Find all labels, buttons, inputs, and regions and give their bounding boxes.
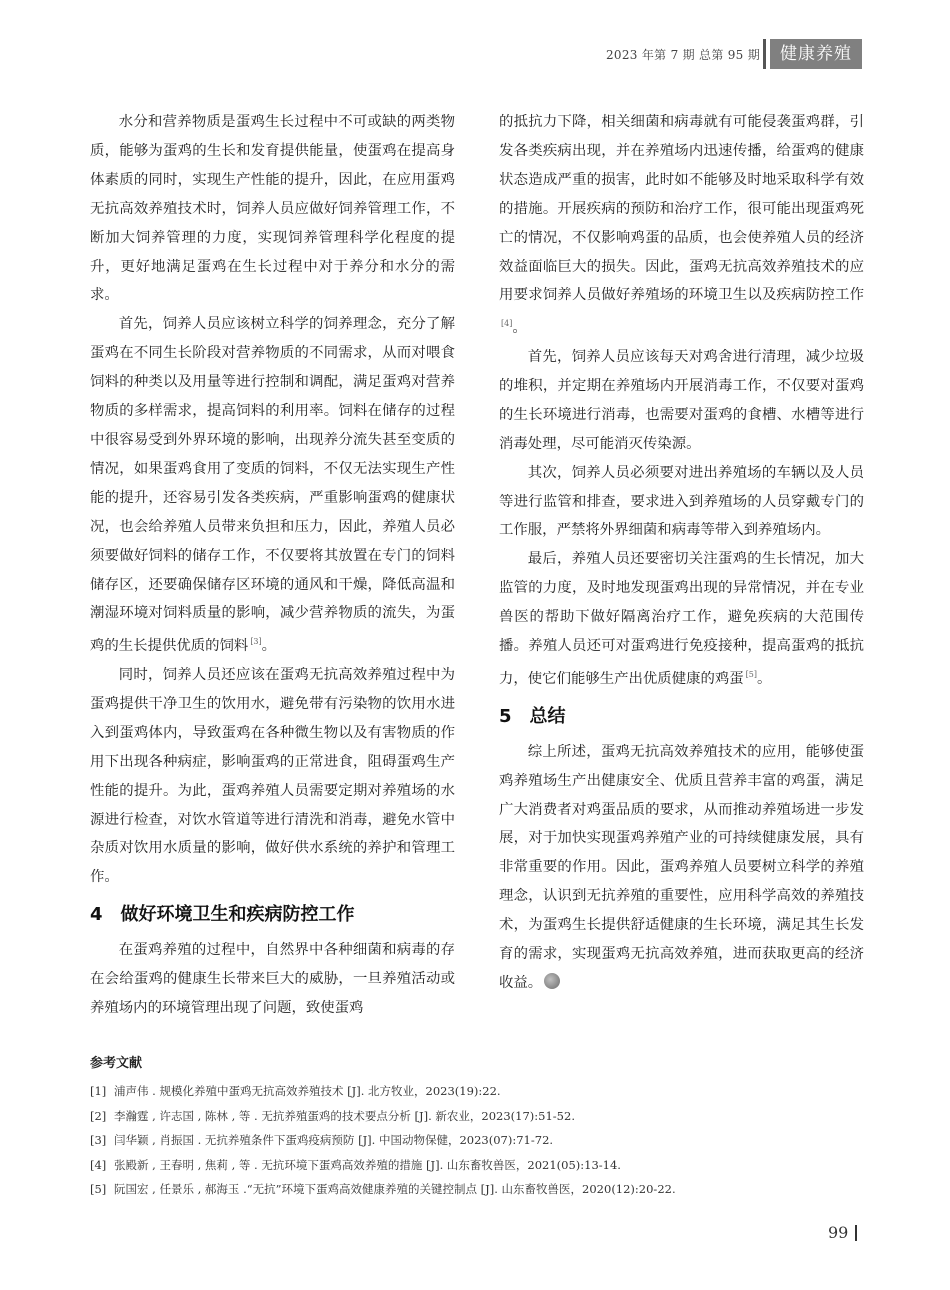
issue-info: 2023 年第 7 期 总第 95 期 (606, 48, 761, 62)
reference-text: 浦声伟 . 规模化养殖中蛋鸡无抗高效养殖技术 [J]. 北方牧业，2023(19):22. (114, 1084, 501, 1098)
section-heading-4 (90, 900, 455, 930)
references-title: 参考文献 (90, 1056, 143, 1071)
paragraph-text: 的抵抗力下降，相关细菌和病毒就有可能侵袭蛋鸡群，引发各类疾病出现，并在养殖场内迅速传播，给蛋鸡的健康状态造成严重的损害，此时如不能够及时地采取科学有效的措施。开展疾病的预防和治疗工作，很可能出现蛋鸡死亡的情况，不仅影响鸡蛋的品质，也会使养殖人员的经济效益面临巨大的损失。因此，蛋鸡无抗高效养殖技术的应用要求饲养人员做好养殖场的环境卫生以及疾病防控工作 (499, 114, 864, 304)
reference-item (90, 1079, 870, 1104)
reference-number: [1] (90, 1084, 107, 1098)
section-title: 总结 (529, 705, 566, 727)
right-column (499, 108, 864, 998)
citation[interactable]: [3] (250, 637, 262, 647)
paragraph: 最后，养殖人员还要密切关注蛋鸡的生长情况，加大监管的力度，及时地发现蛋鸡出现的异常情况，并在专业兽医的帮助下做好隔离治疗工作，避免疾病的大范围传播。养殖人员还可对蛋鸡进行免疫接种，提高蛋鸡的抵抗力，使它们能够生产出优质健康的鸡蛋 [5]。 (499, 551, 864, 687)
reference-number: [5] (90, 1182, 107, 1196)
page-number-bar (855, 1225, 857, 1241)
paragraph: 水分和营养物质是蛋鸡生长过程中不可或缺的两类物质，能够为蛋鸡的生长和发育提供能量，使蛋鸡在提高身体素质的同时，实现生产性能的提升，因此，在应用蛋鸡无抗高效养殖技术时，饲养人员应做好饲养管理工作，不断加大饲养管理的力度，实现饲养管理科学化程度的提升，更好地满足蛋鸡在生长过程中对于养分和水分的需求。 (90, 114, 455, 304)
end-mark-icon (544, 973, 560, 989)
reference-text: 阮国宏 , 任景乐 , 郝海玉 .“无抗”环境下蛋鸡高效健康养殖的关键控制点 [J]. 山东畜牧兽医，2020(12):20-22. (114, 1182, 676, 1196)
paragraph: 的抵抗力下降，相关细菌和病毒就有可能侵袭蛋鸡群，引发各类疾病出现，并在养殖场内迅速传播，给蛋鸡的健康状态造成严重的损害，此时如不能够及时地采取科学有效的措施。开展疾病的预防和治疗工作，很可能出现蛋鸡死亡的情况，不仅影响鸡蛋的品质，也会使养殖人员的经济效益面临巨大的损失。因此，蛋鸡无抗高效养殖技术的应用要求饲养人员做好养殖场的环境卫生以及疾病防控工作[4]。 (499, 114, 864, 337)
page-number: 99 (828, 1223, 849, 1242)
paragraph: 在蛋鸡养殖的过程中，自然界中各种细菌和病毒的存在会给蛋鸡的健康生长带来巨大的威胁，一旦养殖活动或养殖场内的环境管理出现了问题，致使蛋鸡 (90, 942, 455, 1017)
reference-number: [4] (90, 1157, 107, 1172)
reference-item (90, 1177, 870, 1202)
paragraph (499, 738, 864, 998)
paragraph-text: 首先，饲养人员应该树立科学的饲养理念，充分了解蛋鸡在不同生长阶段对营养物质的不同需求，从而对喂食饲料的种类以及用量等进行控制和调配，满足蛋鸡对营养物质的多样需求，提高饲料的利用率。饲料在储存的过程中很容易受到外界环境的影响，出现养分流失甚至变质的情况，如果蛋鸡食用了变质的饲料，不仅无法实现生产性能的提升，还容易引发各类疾病，严重影响蛋鸡的健康状况，也会给养殖人员带来负担和压力，因此，养殖人员必须要做好饲料的储存工作，不仅要将其放置在专门的饲料储存区，还要确保储存区环境的通风和干燥，降低高温和潮湿环境对饲料质量的影响，减少营养物质的流失，为蛋鸡的生长提供优质的饲料 (90, 316, 455, 655)
left-column (90, 108, 455, 1023)
section-heading-5 (499, 702, 864, 732)
paragraph-text: 最后，养殖人员还要密切关注蛋鸡的生长情况，加大监管的力度，及时地发现蛋鸡出现的异常情况，并在专业兽医的帮助下做好隔离治疗工作，避免疾病的大范围传播。养殖人员还可对蛋鸡进行免疫接种，提高蛋鸡的抵抗力，使它们能够生产出优质健康的鸡蛋 (499, 551, 864, 687)
paragraph-text: 综上所述，蛋鸡无抗高效养殖技术的应用，能够使蛋鸡养殖场生产出健康安全、优质且营养丰富的鸡蛋，满足广大消费者对鸡蛋品质的要求，从而推动养殖场进一步发展，对于加快实现蛋鸡养殖产业的可持续健康发展，具有非常重要的作用。因此，蛋鸡养殖人员要树立科学的养殖理念，认识到无抗养殖的重要性，应用科学高效的养殖技术，为蛋鸡生长提供舒适健康的生长环境，满足其生长发育的需求，实现蛋鸡无抗高效养殖，进而获取更高的经济收益。 (499, 743, 864, 991)
paragraph: 其次，饲养人员必须要对进出养殖场的车辆以及人员等进行监管和排查，要求进入到养殖场的人员穿戴专门的工作服，严禁将外界细菌和病毒等带入到养殖场内。 (499, 464, 864, 539)
citation[interactable]: [5] (745, 670, 757, 680)
reference-text: 张殿新 , 王春明 , 焦莉 , 等 . 无抗环境下蛋鸡高效养殖的措施 [J]. 山东畜牧兽医，2021(05):13-14. (114, 1157, 621, 1172)
reference-text: 闫华颖 , 肖振国 . 无抗养殖条件下蛋鸡疫病预防 [J]. 中国动物保健，2023(07):71-72. (114, 1133, 554, 1147)
reference-text: 李瀚霆 , 许志国 , 陈林 , 等 . 无抗养殖蛋鸡的技术要点分析 [J]. 新农业，2023(17):51-52. (114, 1108, 575, 1123)
section-label: 健康养殖 (770, 39, 862, 69)
paragraph: 首先，饲养人员应该每天对鸡舍进行清理，减少垃圾的堆积，并定期在养殖场内开展消毒工作，不仅要对蛋鸡的生长环境进行消毒，也需要对蛋鸡的食槽、水槽等进行消毒处理，尽可能消灭传染源。 (499, 349, 864, 452)
section-number: 4 (90, 904, 103, 926)
reference-item (90, 1104, 870, 1129)
section-title: 做好环境卫生和疾病防控工作 (120, 904, 355, 926)
reference-item (90, 1128, 870, 1153)
reference-number: [2] (90, 1108, 107, 1123)
citation[interactable]: [4] (501, 319, 513, 329)
paragraph: 同时，饲养人员还应该在蛋鸡无抗高效养殖过程中为蛋鸡提供干净卫生的饮用水，避免带有污染物的饮用水进入到蛋鸡体内，导致蛋鸡在各种微生物以及有害物质的作用下出现各种病症，影响蛋鸡的正常进食，阻碍蛋鸡生产性能的提升。为此，蛋鸡养殖人员需要定期对养殖场的水源进行检查，对饮水管道等进行清洗和消毒，避免水管中杂质对饮用水质量的影响，做好供水系统的养护和管理工作。 (90, 667, 455, 886)
section-number: 5 (499, 705, 512, 727)
reference-item (90, 1153, 870, 1178)
paragraph: 首先，饲养人员应该树立科学的饲养理念，充分了解蛋鸡在不同生长阶段对营养物质的不同需求，从而对喂食饲料的种类以及用量等进行控制和调配，满足蛋鸡对营养物质的多样需求，提高饲料的利用率。饲料在储存的过程中很容易受到外界环境的影响，出现养分流失甚至变质的情况，如果蛋鸡食用了变质的饲料，不仅无法实现生产性能的提升，还容易引发各类疾病，严重影响蛋鸡的健康状况，也会给养殖人员带来负担和压力，因此，养殖人员必须要做好饲料的储存工作，不仅要将其放置在专门的饲料储存区，还要确保储存区环境的通风和干燥，降低高温和潮湿环境对饲料质量的影响，减少营养物质的流失，为蛋鸡的生长提供优质的饲料 [3]。 (90, 316, 455, 655)
reference-number: [3] (90, 1133, 107, 1147)
references (90, 1052, 870, 1202)
header-divider (763, 39, 766, 69)
